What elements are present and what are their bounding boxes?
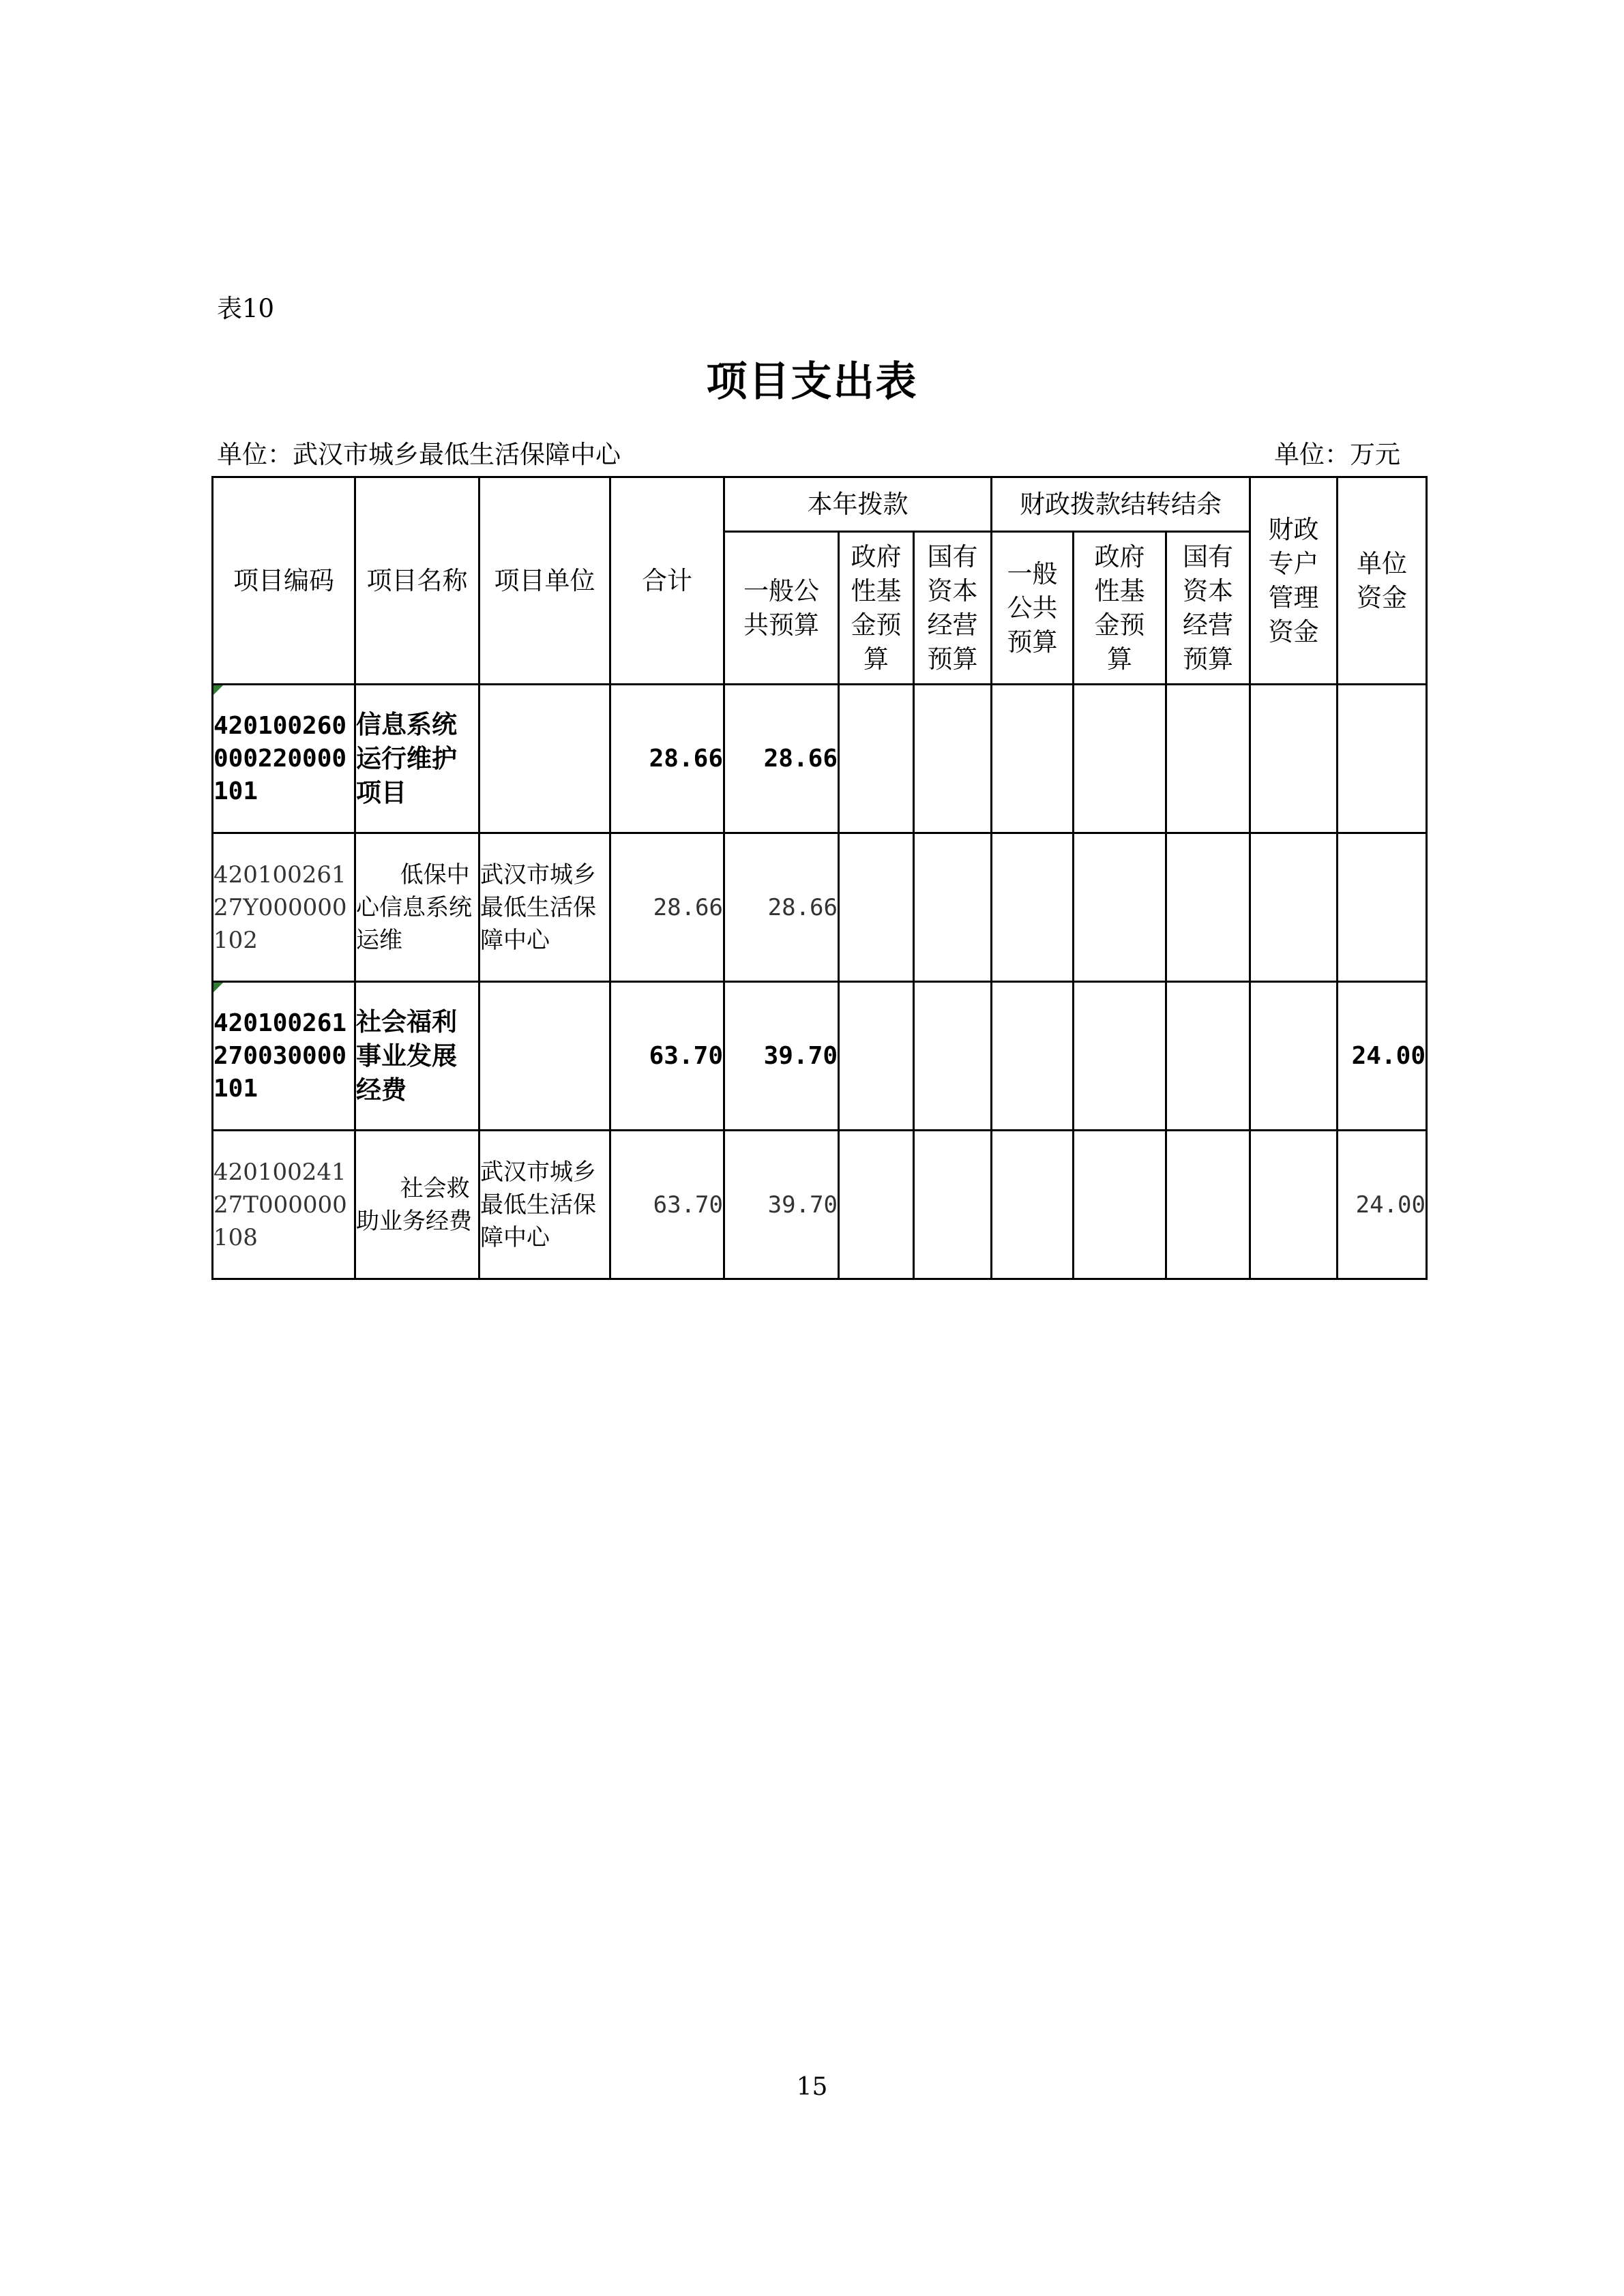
row-name: 社会救助业务经费 — [355, 1131, 479, 1279]
unit-left: 单位：武汉市城乡最低生活保障中心 — [217, 440, 621, 469]
row-name: 信息系统运行维护项目 — [355, 685, 479, 833]
row-unit-fund: 24.00 — [1338, 982, 1427, 1131]
header-cf-state-capital: 国有资本经营预算 — [1166, 532, 1250, 685]
header-unit-fund: 单位资金 — [1338, 477, 1427, 685]
green-flag-icon — [213, 983, 223, 992]
page-number: 15 — [796, 2073, 828, 2101]
header-total: 合计 — [610, 477, 724, 685]
row-total: 28.66 — [610, 833, 724, 982]
header-general-public: 一般公共预算 — [724, 532, 839, 685]
row-unit-fund — [1338, 833, 1427, 982]
table-label: 表10 — [217, 294, 275, 323]
table-row — [213, 833, 1427, 982]
row-unit-fund: 24.00 — [1338, 1131, 1427, 1279]
row-name: 低保中心信息系统运维 — [355, 833, 479, 982]
green-flag-icon — [213, 685, 223, 695]
row-unit — [479, 685, 610, 833]
project-expenditure-table — [211, 476, 1428, 1280]
row-name: 社会福利事业发展经费 — [355, 982, 479, 1131]
row-code: 42010024127T000000108 — [213, 1131, 355, 1279]
header-cf-gov-fund: 政府性基金预算 — [1074, 532, 1166, 685]
row-general-public: 28.66 — [724, 685, 839, 833]
header-carryover: 财政拨款结转结余 — [992, 477, 1250, 532]
row-unit: 武汉市城乡最低生活保障中心 — [479, 833, 610, 982]
row-code: 42010026127Y000000102 — [213, 833, 355, 982]
unit-right: 单位：万元 — [1274, 440, 1400, 469]
row-total: 28.66 — [610, 685, 724, 833]
row-code: 420100260000220000101 — [213, 711, 347, 805]
header-special-account: 财政专户管理资金 — [1250, 477, 1338, 685]
table-row — [213, 1131, 1427, 1279]
row-total: 63.70 — [610, 982, 724, 1131]
header-unit: 项目单位 — [479, 477, 610, 685]
row-code-cell — [213, 685, 355, 833]
row-unit: 武汉市城乡最低生活保障中心 — [479, 1131, 610, 1279]
page-title: 项目支出表 — [706, 358, 918, 406]
table-row — [213, 982, 1427, 1131]
header-name: 项目名称 — [355, 477, 479, 685]
row-total: 63.70 — [610, 1131, 724, 1279]
header-gov-fund: 政府性基金预算 — [839, 532, 914, 685]
header-code: 项目编码 — [213, 477, 355, 685]
header-cf-general-public: 一般公共预算 — [992, 532, 1074, 685]
row-general-public: 39.70 — [724, 982, 839, 1131]
header-state-capital: 国有资本经营预算 — [914, 532, 992, 685]
row-unit-fund — [1338, 685, 1427, 833]
table-row — [213, 685, 1427, 833]
row-code-cell — [213, 982, 355, 1131]
row-unit — [479, 982, 610, 1131]
row-general-public: 39.70 — [724, 1131, 839, 1279]
header-current-year: 本年拨款 — [724, 477, 992, 532]
row-code: 420100261270030000101 — [213, 1009, 347, 1103]
row-general-public: 28.66 — [724, 833, 839, 982]
